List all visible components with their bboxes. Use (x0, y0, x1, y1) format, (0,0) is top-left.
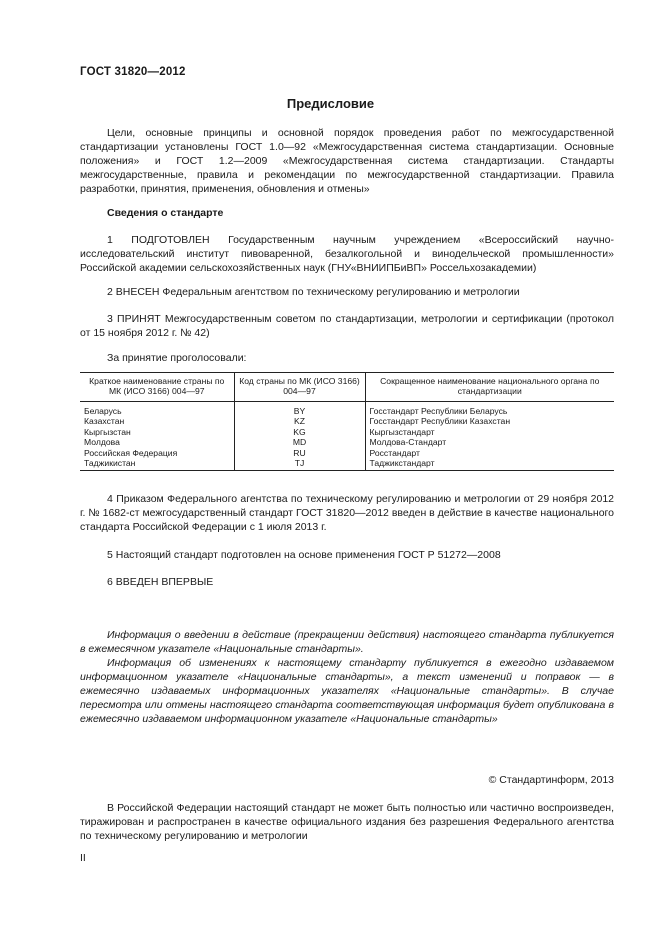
table-header-row (80, 373, 614, 402)
country-cell: Молдова (84, 437, 120, 448)
document-header: ГОСТ 31820—2012 (80, 66, 186, 78)
table-row (80, 401, 614, 416)
item-1-prepared: 1 ПОДГОТОВЛЕН Государственным научным учреждением «Всероссийский научно-исследовательский институт пивоваренной, безалкогольной и винодельческой промышленности» Российской академии сельскохозяйственных наук (ГНУ«ВНИИПБиВП» Россельхозакадемии) (80, 234, 614, 274)
item-4-order: 4 Приказом Федерального агентства по техническому регулированию и метрологии от 29 ноября 2012 г. № 1682-ст межгосударственный стандарт ГОСТ 31820—2012 введен в действие в качестве национального стандарта Российской Федерации с 1 июля 2013 г. (80, 493, 614, 533)
code-cell: BY (234, 401, 365, 416)
reproduction-notice: В Российской Федерации настоящий стандарт не может быть полностью или частично воспроизведен, тиражирован и распространен в качестве официального издания без разрешения Федерального агентства по техническому регулированию и метрологии (80, 802, 614, 842)
item-5-basis: 5 Настоящий стандарт подготовлен на основе применения ГОСТ Р 51272—2008 (107, 549, 501, 561)
country-cell: Кыргызстан (84, 426, 131, 437)
column-header-country: Краткое наименование страны по МК (ИСО 3166) 004—97 (80, 373, 234, 402)
table-row (80, 448, 614, 459)
column-header-body: Сокращенное наименование национального органа по стандартизации (365, 373, 614, 402)
item-6-first-introduced: 6 ВВЕДЕН ВПЕРВЫЕ (107, 576, 214, 588)
code-cell: KZ (234, 416, 365, 427)
copyright-notice: © Стандартинформ, 2013 (488, 774, 614, 786)
country-cell: Казахстан (84, 416, 125, 427)
info-paragraph-1: Информация о введении в действие (прекращении действия) настоящего стандарта публикуется в ежемесячном указателе «Национальные стандарты». (80, 629, 614, 655)
code-cell: RU (234, 448, 365, 459)
country-cell: Российская Федерация (84, 447, 178, 458)
table-row (80, 427, 614, 438)
body-cell: Госстандарт Республики Казахстан (365, 416, 614, 427)
voting-table (80, 372, 614, 471)
info-paragraph-2: Информация об изменениях к настоящему стандарту публикуется в ежегодно издаваемом информационном указателе «Национальные стандарты», а текст изменений и поправок — в ежемесячно издаваемых информационных указателях «Национальные стандарты». В случае пересмотра или отмены настоящего стандарта соответствующая информация будет опубликована в ежемесячно издаваемом информационном указателе «Национальные стандарты» (80, 657, 614, 725)
page-title: Предисловие (286, 96, 375, 111)
body-cell: Росстандарт (365, 448, 614, 459)
body-cell: Таджикстандарт (365, 458, 614, 470)
intro-paragraph: Цели, основные принципы и основной порядок проведения работ по межгосударственной стандартизации установлены ГОСТ 1.0—92 «Межгосударственная система стандартизации. Основные положения» и ГОСТ 1.2—2009 «Межгосударственная система стандартизации. Стандарты межгосударственные, правила и рекомендации по межгосударственной стандартизации. Правила разработки, принятия, применения, обновления и отмены» (80, 127, 614, 195)
page-number: II (80, 852, 86, 864)
voted-label: За принятие проголосовали: (107, 352, 247, 364)
body-cell: Молдова-Стандарт (365, 437, 614, 448)
country-cell: Таджикистан (80, 458, 234, 470)
body-cell: Госстандарт Республики Беларусь (365, 401, 614, 416)
code-cell: KG (234, 427, 365, 438)
section-heading: Сведения о стандарте (107, 207, 224, 219)
table-row (80, 458, 614, 470)
body-cell: Кыргызстандарт (365, 427, 614, 438)
table-row (80, 416, 614, 427)
code-cell: MD (234, 437, 365, 448)
code-cell: TJ (234, 458, 365, 470)
item-3-adopted: 3 ПРИНЯТ Межгосударственным советом по стандартизации, метрологии и сертификации (протокол от 15 ноября 2012 г. № 42) (80, 313, 614, 339)
table-row (80, 437, 614, 448)
item-2-submitted: 2 ВНЕСЕН Федеральным агентством по техническому регулированию и метрологии (107, 286, 520, 298)
country-cell: Беларусь (84, 405, 122, 416)
column-header-code: Код страны по МК (ИСО 3166) 004—97 (234, 373, 365, 402)
